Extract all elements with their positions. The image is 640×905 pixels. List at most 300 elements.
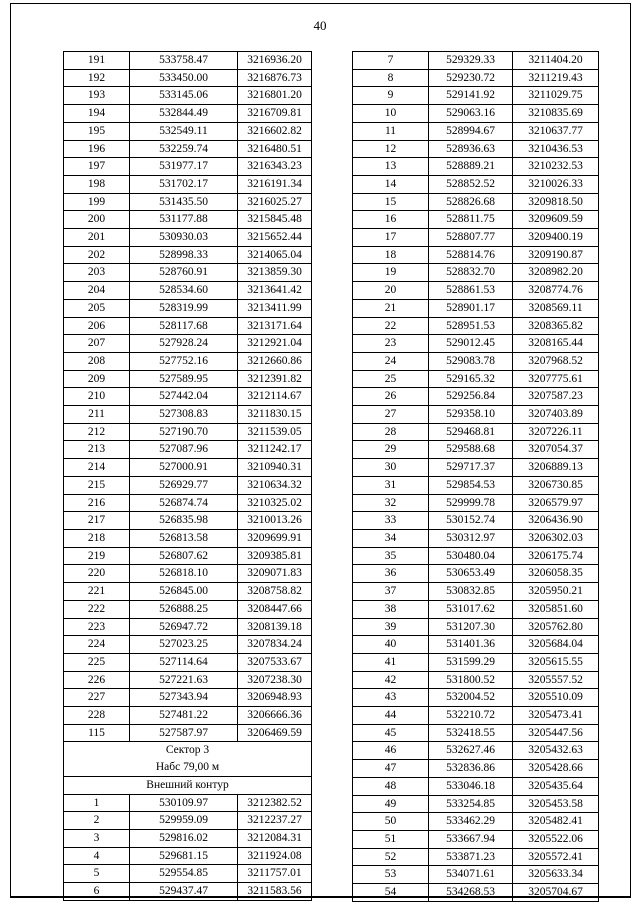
- left-table-bottom-body: [64, 794, 312, 900]
- table-cell: 45: [353, 724, 429, 742]
- table-cell: 30: [353, 459, 429, 477]
- table-cell: 51: [353, 830, 429, 848]
- table-cell: 532210.72: [429, 707, 513, 725]
- table-cell: 35: [353, 547, 429, 565]
- table-cell: 532844.49: [130, 105, 238, 123]
- table-cell: 3211539.05: [238, 423, 312, 441]
- table-row: [353, 671, 599, 689]
- table-cell: 528861.53: [429, 282, 513, 300]
- table-row: [353, 423, 599, 441]
- table-row: [64, 547, 312, 565]
- table-cell: 34: [353, 529, 429, 547]
- table-cell: 528760.91: [130, 264, 238, 282]
- table-row: [64, 494, 312, 512]
- table-cell: 14: [353, 175, 429, 193]
- table-cell: 3207403.89: [513, 406, 599, 424]
- table-cell: 13: [353, 158, 429, 176]
- section-title: Сектор 3: [165, 744, 210, 757]
- table-cell: 3216191.34: [238, 175, 312, 193]
- table-cell: 54: [353, 884, 429, 902]
- table-row: [64, 406, 312, 424]
- table-cell: 3211830.15: [238, 406, 312, 424]
- table-cell: 3213171.64: [238, 317, 312, 335]
- table-row: [353, 264, 599, 282]
- table-cell: 529230.72: [429, 69, 513, 87]
- table-cell: 12: [353, 140, 429, 158]
- table-row: [353, 830, 599, 848]
- table-row: [353, 689, 599, 707]
- table-row: [353, 52, 599, 70]
- table-cell: 3213641.42: [238, 282, 312, 300]
- table-cell: 3212660.86: [238, 352, 312, 370]
- table-row: [353, 282, 599, 300]
- table-cell: 528534.60: [130, 282, 238, 300]
- table-cell: 15: [353, 193, 429, 211]
- table-cell: 527928.24: [130, 335, 238, 353]
- table-cell: 9: [353, 87, 429, 105]
- table-row: [64, 158, 312, 176]
- table-cell: 203: [64, 264, 130, 282]
- table-row: [64, 335, 312, 353]
- table-row: [64, 565, 312, 583]
- table-row: [353, 760, 599, 778]
- table-cell: 3216801.20: [238, 87, 312, 105]
- section-header-cell: [64, 742, 312, 776]
- table-row: [64, 69, 312, 87]
- table-cell: 3207238.30: [238, 671, 312, 689]
- table-row: [64, 883, 312, 901]
- table-cell: 29: [353, 441, 429, 459]
- table-cell: 5: [64, 865, 130, 883]
- table-cell: 42: [353, 671, 429, 689]
- table-cell: 41: [353, 653, 429, 671]
- table-cell: 3208569.11: [513, 299, 599, 317]
- table-row: [353, 848, 599, 866]
- table-cell: 3210026.33: [513, 175, 599, 193]
- table-cell: 7: [353, 52, 429, 70]
- table-cell: 3216343.23: [238, 158, 312, 176]
- table-row: [353, 583, 599, 601]
- table-cell: 6: [64, 883, 130, 901]
- table-cell: 49: [353, 795, 429, 813]
- table-cell: 223: [64, 618, 130, 636]
- table-cell: 528889.21: [429, 158, 513, 176]
- table-row: [64, 193, 312, 211]
- table-cell: 208: [64, 352, 130, 370]
- table-cell: 529717.37: [429, 459, 513, 477]
- table-cell: 11: [353, 122, 429, 140]
- table-row: [353, 724, 599, 742]
- table-row: [64, 105, 312, 123]
- table-cell: 3205557.52: [513, 671, 599, 689]
- table-cell: 531177.88: [130, 211, 238, 229]
- table-cell: 528998.33: [130, 246, 238, 264]
- table-row: [353, 370, 599, 388]
- table-cell: 216: [64, 494, 130, 512]
- table-row: [353, 742, 599, 760]
- table-cell: 527221.63: [130, 671, 238, 689]
- table-cell: 530930.03: [130, 229, 238, 247]
- table-row: [64, 299, 312, 317]
- table-cell: 220: [64, 565, 130, 583]
- table-cell: 3206469.59: [238, 724, 312, 742]
- table-row: [353, 229, 599, 247]
- left-table-top-body: [64, 52, 312, 742]
- table-row: [353, 122, 599, 140]
- table-cell: 529012.45: [429, 335, 513, 353]
- table-cell: 19: [353, 264, 429, 282]
- table-cell: 2: [64, 812, 130, 830]
- table-row: [64, 636, 312, 654]
- table-cell: 527589.95: [130, 370, 238, 388]
- table-row: [353, 317, 599, 335]
- table-cell: 32: [353, 494, 429, 512]
- table-row: [64, 87, 312, 105]
- table-row: [353, 140, 599, 158]
- table-cell: 533462.29: [429, 813, 513, 831]
- table-row: [64, 370, 312, 388]
- table-cell: 527481.22: [130, 707, 238, 725]
- table-cell: 10: [353, 105, 429, 123]
- table-cell: 3212391.82: [238, 370, 312, 388]
- table-cell: 215: [64, 476, 130, 494]
- table-cell: 528852.52: [429, 175, 513, 193]
- table-cell: 3211242.17: [238, 441, 312, 459]
- table-cell: 207: [64, 335, 130, 353]
- table-cell: 3209609.59: [513, 211, 599, 229]
- table-cell: 3205572.41: [513, 848, 599, 866]
- table-row: [353, 795, 599, 813]
- table-row: [64, 459, 312, 477]
- table-cell: 3206436.90: [513, 512, 599, 530]
- table-cell: 3205482.41: [513, 813, 599, 831]
- table-cell: 193: [64, 87, 130, 105]
- right-table-body: [353, 52, 599, 902]
- table-cell: 191: [64, 52, 130, 70]
- table-cell: 528936.63: [429, 140, 513, 158]
- table-cell: 218: [64, 529, 130, 547]
- table-cell: 3216936.20: [238, 52, 312, 70]
- table-cell: 528901.17: [429, 299, 513, 317]
- table-cell: 3209071.83: [238, 565, 312, 583]
- table-cell: 527000.91: [130, 459, 238, 477]
- table-cell: 200: [64, 211, 130, 229]
- table-cell: 209: [64, 370, 130, 388]
- table-cell: 3209818.50: [513, 193, 599, 211]
- table-row: [64, 812, 312, 830]
- table-cell: 3208447.66: [238, 600, 312, 618]
- section-elevation: Набс 79,00 м: [155, 761, 220, 774]
- table-cell: 531207.30: [429, 618, 513, 636]
- table-cell: 3212382.52: [238, 794, 312, 812]
- table-cell: 530152.74: [429, 512, 513, 530]
- table-row: [64, 707, 312, 725]
- table-cell: 3206948.93: [238, 689, 312, 707]
- table-cell: 27: [353, 406, 429, 424]
- table-cell: 24: [353, 352, 429, 370]
- table-row: [64, 794, 312, 812]
- table-cell: 533758.47: [130, 52, 238, 70]
- table-cell: 533254.85: [429, 795, 513, 813]
- table-cell: 196: [64, 140, 130, 158]
- table-cell: 3205453.58: [513, 795, 599, 813]
- table-cell: 213: [64, 441, 130, 459]
- table-cell: 530480.04: [429, 547, 513, 565]
- table-cell: 529437.47: [130, 883, 238, 901]
- table-cell: 3207533.67: [238, 653, 312, 671]
- table-cell: 3210637.77: [513, 122, 599, 140]
- table-cell: 526874.74: [130, 494, 238, 512]
- table-cell: 3216709.81: [238, 105, 312, 123]
- table-cell: 528319.99: [130, 299, 238, 317]
- table-row: [64, 317, 312, 335]
- table-cell: 3207587.23: [513, 388, 599, 406]
- table-cell: 530312.97: [429, 529, 513, 547]
- table-cell: 1: [64, 794, 130, 812]
- table-cell: 217: [64, 512, 130, 530]
- table-cell: 212: [64, 423, 130, 441]
- table-cell: 534268.53: [429, 884, 513, 902]
- table-cell: 3206666.36: [238, 707, 312, 725]
- table-row: [353, 69, 599, 87]
- table-row: [353, 352, 599, 370]
- table-row: [64, 689, 312, 707]
- table-cell: 528814.76: [429, 246, 513, 264]
- table-cell: 3207775.61: [513, 370, 599, 388]
- table-cell: 529358.10: [429, 406, 513, 424]
- table-row: [353, 777, 599, 795]
- table-row: [353, 529, 599, 547]
- table-cell: 533871.23: [429, 848, 513, 866]
- table-cell: 3210940.31: [238, 459, 312, 477]
- table-row: [64, 52, 312, 70]
- table-cell: 3210835.69: [513, 105, 599, 123]
- table-row: [353, 600, 599, 618]
- table-cell: 3211924.08: [238, 847, 312, 865]
- table-cell: 228: [64, 707, 130, 725]
- table-cell: 526929.77: [130, 476, 238, 494]
- table-cell: 529681.15: [130, 847, 238, 865]
- table-cell: 226: [64, 671, 130, 689]
- table-cell: 526888.25: [130, 600, 238, 618]
- table-cell: 18: [353, 246, 429, 264]
- coordinates-table-right: [352, 51, 599, 902]
- table-row: [353, 547, 599, 565]
- table-cell: 527587.97: [130, 724, 238, 742]
- table-cell: 23: [353, 335, 429, 353]
- table-cell: 3211404.20: [513, 52, 599, 70]
- table-cell: 3207834.24: [238, 636, 312, 654]
- table-cell: 3205473.41: [513, 707, 599, 725]
- table-cell: 526818.10: [130, 565, 238, 583]
- table-row: [353, 388, 599, 406]
- table-cell: 531977.17: [130, 158, 238, 176]
- table-row: [64, 847, 312, 865]
- table-cell: 39: [353, 618, 429, 636]
- table-cell: 33: [353, 512, 429, 530]
- table-cell: 3205762.80: [513, 618, 599, 636]
- table-cell: 221: [64, 583, 130, 601]
- table-cell: 3207226.11: [513, 423, 599, 441]
- table-cell: 3205615.55: [513, 653, 599, 671]
- table-cell: 529468.81: [429, 423, 513, 441]
- table-row: [64, 352, 312, 370]
- table-cell: 3212114.67: [238, 388, 312, 406]
- table-cell: 531017.62: [429, 600, 513, 618]
- table-row: [353, 335, 599, 353]
- section-header-row: [64, 742, 312, 776]
- table-cell: 3205510.09: [513, 689, 599, 707]
- table-cell: 3212921.04: [238, 335, 312, 353]
- coordinates-table-left: [63, 51, 312, 901]
- table-cell: 531599.29: [429, 653, 513, 671]
- table-cell: 40: [353, 636, 429, 654]
- table-cell: 3207054.37: [513, 441, 599, 459]
- table-cell: 3206579.97: [513, 494, 599, 512]
- table-cell: 3212237.27: [238, 812, 312, 830]
- table-cell: 527114.64: [130, 653, 238, 671]
- table-cell: 526947.72: [130, 618, 238, 636]
- table-row: [64, 441, 312, 459]
- table-cell: 527308.83: [130, 406, 238, 424]
- table-cell: 204: [64, 282, 130, 300]
- table-cell: 529083.78: [429, 352, 513, 370]
- table-cell: 532836.86: [429, 760, 513, 778]
- table-row: [353, 494, 599, 512]
- table-row: [64, 140, 312, 158]
- table-row: [64, 423, 312, 441]
- table-cell: 210: [64, 388, 130, 406]
- table-row: [353, 653, 599, 671]
- table-cell: 527190.70: [130, 423, 238, 441]
- table-row: [64, 724, 312, 742]
- table-row: [64, 476, 312, 494]
- table-cell: 31: [353, 476, 429, 494]
- table-cell: 195: [64, 122, 130, 140]
- table-cell: 527023.25: [130, 636, 238, 654]
- table-cell: 211: [64, 406, 130, 424]
- table-row: [353, 211, 599, 229]
- table-cell: 38: [353, 600, 429, 618]
- table-cell: 20: [353, 282, 429, 300]
- table-cell: 206: [64, 317, 130, 335]
- table-cell: 3205704.67: [513, 884, 599, 902]
- table-cell: 3212084.31: [238, 829, 312, 847]
- table-cell: 3216602.82: [238, 122, 312, 140]
- table-cell: 532627.46: [429, 742, 513, 760]
- table-cell: 530653.49: [429, 565, 513, 583]
- table-cell: 3205851.60: [513, 600, 599, 618]
- table-cell: 527087.96: [130, 441, 238, 459]
- table-cell: 3206058.35: [513, 565, 599, 583]
- table-cell: 46: [353, 742, 429, 760]
- table-cell: 3216480.51: [238, 140, 312, 158]
- table-cell: 28: [353, 423, 429, 441]
- table-cell: 532549.11: [130, 122, 238, 140]
- table-row: [353, 175, 599, 193]
- table-cell: 8: [353, 69, 429, 87]
- table-cell: 530832.85: [429, 583, 513, 601]
- table-row: [64, 211, 312, 229]
- table-cell: 201: [64, 229, 130, 247]
- table-row: [353, 406, 599, 424]
- table-row: [353, 158, 599, 176]
- table-row: [353, 813, 599, 831]
- table-cell: 531702.17: [130, 175, 238, 193]
- table-cell: 3210436.53: [513, 140, 599, 158]
- table-row: [353, 299, 599, 317]
- table-cell: 3: [64, 829, 130, 847]
- table-row: [64, 282, 312, 300]
- table-cell: 205: [64, 299, 130, 317]
- contour-header-row: [64, 776, 312, 794]
- table-row: [64, 653, 312, 671]
- table-cell: 3216876.73: [238, 69, 312, 87]
- table-cell: 3209190.87: [513, 246, 599, 264]
- table-cell: 534071.61: [429, 866, 513, 884]
- table-cell: 194: [64, 105, 130, 123]
- table-cell: 3206889.13: [513, 459, 599, 477]
- table-cell: 3211029.75: [513, 87, 599, 105]
- table-cell: 3207968.52: [513, 352, 599, 370]
- table-cell: 3206175.74: [513, 547, 599, 565]
- table-row: [353, 565, 599, 583]
- table-row: [353, 105, 599, 123]
- table-cell: 219: [64, 547, 130, 565]
- table-row: [353, 618, 599, 636]
- table-cell: 3208365.82: [513, 317, 599, 335]
- table-row: [353, 707, 599, 725]
- table-cell: 22: [353, 317, 429, 335]
- table-cell: 3205950.21: [513, 583, 599, 601]
- table-cell: 529588.68: [429, 441, 513, 459]
- table-cell: 115: [64, 724, 130, 742]
- table-cell: 44: [353, 707, 429, 725]
- table-cell: 3211583.56: [238, 883, 312, 901]
- table-cell: 37: [353, 583, 429, 601]
- table-cell: 527752.16: [130, 352, 238, 370]
- table-cell: 3205684.04: [513, 636, 599, 654]
- table-row: [64, 229, 312, 247]
- table-row: [64, 264, 312, 282]
- table-cell: 3211219.43: [513, 69, 599, 87]
- table-cell: 50: [353, 813, 429, 831]
- table-cell: 25: [353, 370, 429, 388]
- table-cell: 4: [64, 847, 130, 865]
- table-cell: 528832.70: [429, 264, 513, 282]
- table-cell: 224: [64, 636, 130, 654]
- table-cell: 3208758.82: [238, 583, 312, 601]
- table-cell: 530109.97: [130, 794, 238, 812]
- table-cell: 526845.00: [130, 583, 238, 601]
- table-cell: 3205633.34: [513, 866, 599, 884]
- table-cell: 533667.94: [429, 830, 513, 848]
- table-row: [64, 865, 312, 883]
- table-row: [353, 476, 599, 494]
- table-row: [353, 512, 599, 530]
- table-cell: 26: [353, 388, 429, 406]
- table-cell: 529854.53: [429, 476, 513, 494]
- table-cell: 48: [353, 777, 429, 795]
- table-cell: 3215652.44: [238, 229, 312, 247]
- table-cell: 17: [353, 229, 429, 247]
- table-cell: 532004.52: [429, 689, 513, 707]
- table-cell: 3205522.06: [513, 830, 599, 848]
- table-cell: 532259.74: [130, 140, 238, 158]
- table-cell: 21: [353, 299, 429, 317]
- table-cell: 3208982.20: [513, 264, 599, 282]
- table-cell: 47: [353, 760, 429, 778]
